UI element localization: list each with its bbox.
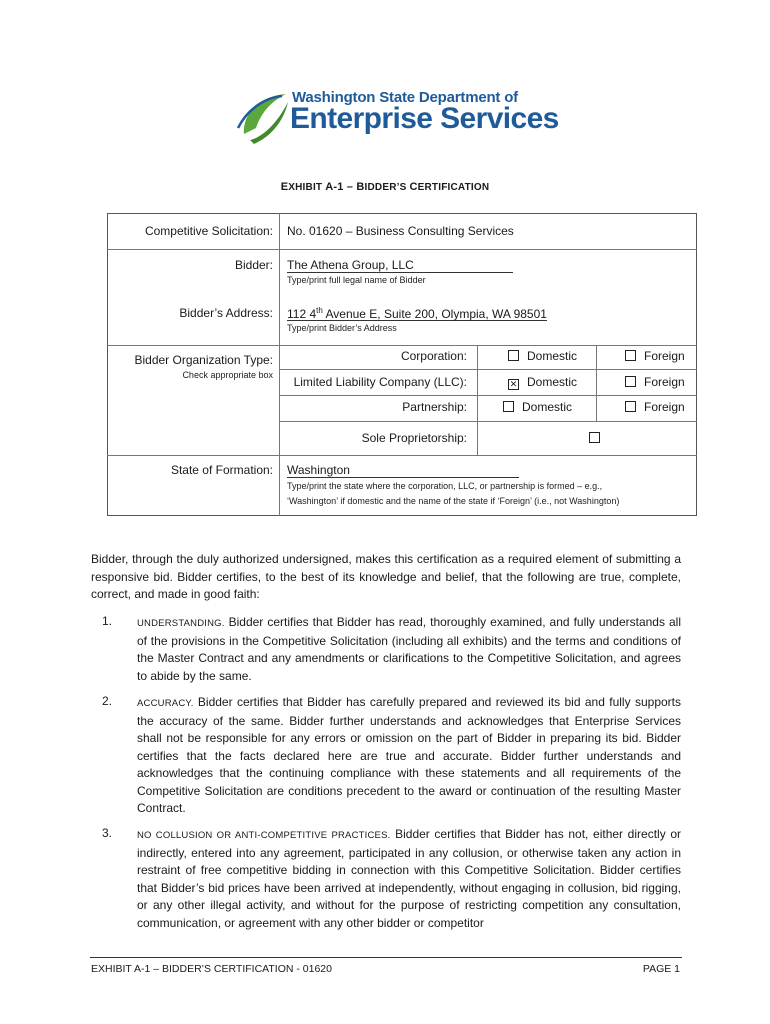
bidder-name-field[interactable]: The Athena Group, LLC (287, 258, 513, 273)
form-row-divider (279, 395, 697, 396)
org-label-sole-proprietorship: Sole Proprietorship: (361, 431, 467, 445)
checkbox-empty-icon (625, 401, 636, 412)
checkbox-empty-icon (508, 350, 519, 361)
state-field[interactable]: Washington (287, 463, 519, 478)
form-row-divider (279, 421, 697, 422)
intro-paragraph: Bidder, through the duly authorized undersigned, makes this certification as a required element of submitting a responsive bid. Bidder certifies, to the best of its knowledge and belief, that the following are true, complete, correct, and made in good faith: (91, 552, 681, 601)
bidder-label: Bidder: (234, 258, 273, 272)
footer-document-title: EXHIBIT A-1 – BIDDER’S CERTIFICATION - 01620 (91, 963, 332, 975)
org-label-corporation: Corporation: (400, 349, 467, 363)
solicitation-label: Competitive Solicitation: (144, 224, 273, 238)
footer-page-number: PAGE 1 (642, 963, 680, 975)
checkbox-empty-icon (625, 376, 636, 387)
corporation-foreign-checkbox[interactable]: Foreign (625, 349, 685, 363)
checkbox-checked-icon: ✕ (509, 379, 518, 389)
address-field[interactable]: 112 4th Avenue E, Suite 200, Olympia, WA 98501 (287, 306, 547, 321)
address-label: Bidder’s Address: (179, 306, 273, 320)
footer-rule (90, 957, 682, 958)
form-column-divider (596, 345, 597, 421)
item-number: 2. (102, 694, 113, 708)
item-number: 3. (102, 826, 113, 840)
item-accuracy: ACCURACY. Bidder certifies that Bidder has carefully prepared and reviewed its bid and fully supports the accuracy of the same. Bidder further understands and acknowledges that Enterprise Services shall not be responsible for any errors or omission on the part of Bidder in preparing its bid. Bidder certifies that the facts declared here are true and accurate. Bidder further understands and acknowledges that the continuing compliance with these statements and all requirements of the Competitive Solicitation are conditions precedent to the award or continuation of the resulting Master Contract. (137, 695, 681, 815)
agency-logo (236, 88, 559, 150)
state-hint-line2: ‘Washington’ if domestic and the name of the state if ‘Foreign’ (i.e., not Washington) (287, 496, 620, 506)
solicitation-value: No. 01620 – Business Consulting Services (287, 224, 514, 238)
llc-foreign-checkbox[interactable]: Foreign (625, 375, 685, 389)
form-column-divider (279, 213, 280, 516)
partnership-foreign-checkbox[interactable]: Foreign (625, 400, 685, 414)
org-label-llc: Limited Liability Company (LLC): (293, 375, 467, 389)
llc-domestic-checkbox[interactable]: ✕ Domestic (509, 375, 578, 389)
form-row-divider (107, 455, 697, 456)
org-type-hint: Check appropriate box (182, 370, 273, 380)
form-column-divider (477, 345, 478, 455)
form-row-divider (107, 249, 697, 250)
leaf-swoosh-icon (236, 88, 296, 148)
item-no-collusion: NO COLLUSION OR ANTI-COMPETITIVE PRACTICES. Bidder certifies that Bidder has not, either directly or indirectly, entered into any agreement, participated in any collusion, or otherwise taken any action in restraint of free competitive bidding in connection with this Competitive Solicitation. Bidder certifies that Bidder’s bid prices have been arrived at independently, without engaging in collusion, bid rigging, or any other illegal activity, and without for the purpose of restricting competition any consultation, communication, or agreement with any other bidder or competitor (137, 827, 681, 930)
checkbox-empty-icon (503, 401, 514, 412)
logo-line1: Washington State Department of (292, 89, 518, 106)
exhibit-title: EXHIBIT A-1 – BIDDER’S CERTIFICATION (280, 181, 490, 193)
org-type-label: Bidder Organization Type: (134, 353, 273, 367)
org-label-partnership: Partnership: (402, 400, 467, 414)
corporation-domestic-checkbox[interactable]: Domestic (508, 349, 577, 363)
checkbox-empty-icon (625, 350, 636, 361)
partnership-domestic-checkbox[interactable]: Domestic (503, 400, 572, 414)
form-row-divider (107, 345, 697, 346)
state-label: State of Formation: (170, 463, 273, 477)
address-hint: Type/print Bidder’s Address (287, 323, 397, 333)
item-number: 1. (102, 614, 113, 628)
bidder-hint: Type/print full legal name of Bidder (287, 275, 426, 285)
form-row-divider (279, 369, 697, 370)
state-hint-line1: Type/print the state where the corporation, LLC, or partnership is formed – e.g., (287, 481, 603, 491)
logo-line2: Enterprise Services (290, 102, 559, 135)
item-understanding: UNDERSTANDING. Bidder certifies that Bidder has read, thoroughly examined, and fully understands all of the provisions in the Competitive Solicitation (including all exhibits) and the terms and conditions of the Master Contract and any amendments or clarifications to the Competitive Solicitation, and agrees to abide by the same. (137, 615, 681, 683)
sole-proprietorship-checkbox[interactable] (589, 431, 608, 445)
checkbox-empty-icon (589, 432, 600, 443)
